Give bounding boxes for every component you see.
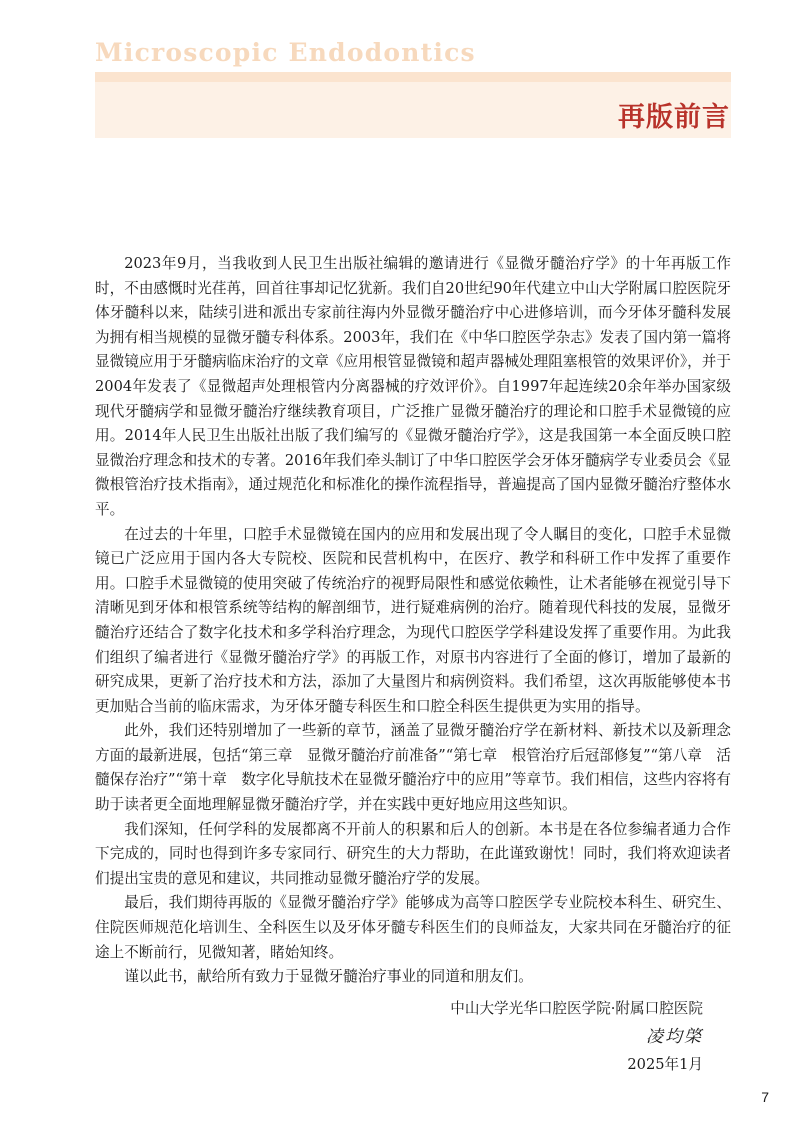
book-title-english: Microscopic Endodontics [95, 38, 476, 67]
preface-body [95, 252, 731, 990]
page-number: 7 [761, 1089, 769, 1105]
section-title: 再版前言 [618, 102, 730, 133]
paragraph-1: 2023年9月，当我收到人民卫生出版社编辑的邀请进行《显微牙髓治疗学》的十年再版工作时，不由感慨时光荏苒，回首往事却记忆犹新。我们自20世纪90年代建立中山大学附属口腔医院牙体牙髓科以来，陆续引进和派出专家前往海内外显微牙髓治疗中心进修培训，而今牙体牙髓科发展为拥有相当规模的显微牙髓专科体系。2003年，我们在《中华口腔医学杂志》发表了国内第一篇将显微镜应用于牙髓病临床治疗的文章《应用根管显微镜和超声器械处理阻塞根管的效果评价》，并于2004年发表了《显微超声处理根管内分离器械的疗效评价》。自1997年起连续20余年举办国家级现代牙髓病学和显微牙髓治疗继续教育项目，广泛推广显微牙髓治疗的理论和口腔手术显微镜的应用。2014年人民卫生出版社出版了我们编写的《显微牙髓治疗学》，这是我国第一本全面反映口腔显微治疗理念和技术的专著。2016年我们牵头制订了中华口腔医学会牙体牙髓病学专业委员会《显微根管治疗技术指南》，通过规范化和标准化的操作流程指导，普遍提高了国内显微牙髓治疗整体水平。 [95, 255, 731, 518]
signature-institution: 中山大学光华口腔医学院·附属口腔医院 [450, 1000, 703, 1017]
paragraph-5: 最后，我们期待再版的《显微牙髓治疗学》能够成为高等口腔医学专业院校本科生、研究生、住院医师规范化培训生、全科医生以及牙体牙髓专科医生们的良师益友，大家共同在牙髓治疗的征途上不断前行，见微知著，睹始知终。 [95, 894, 731, 961]
header-band-stripe [95, 72, 731, 82]
signature-date: 2025年1月 [627, 1056, 703, 1073]
paragraph-4: 我们深知，任何学科的发展都离不开前人的积累和后人的创新。本书是在各位参编者通力合作下完成的，同时也得到许多专家同行、研究生的大力帮助，在此谨致谢忱！同时，我们将欢迎读者们提出宝贵的意见和建议，共同推动显微牙髓治疗学的发展。 [95, 820, 731, 887]
paragraph-2: 在过去的十年里，口腔手术显微镜在国内的应用和发展出现了令人瞩目的变化，口腔手术显微镜已广泛应用于国内各大专院校、医院和民营机构中，在医疗、教学和科研工作中发挥了重要作用。口腔手术显微镜的使用突破了传统治疗的视野局限性和感觉依赖性，让术者能够在视觉引导下清晰见到牙体和根管系统等结构的解剖细节，进行疑难病例的治疗。随着现代科技的发展，显微牙髓治疗还结合了数字化技术和多学科治疗理念，为现代口腔医学学科建设发挥了重要作用。为此我们组织了编者进行《显微牙髓治疗学》的再版工作，对原书内容进行了全面的修订，增加了最新的研究成果，更新了治疗技术和方法，添加了大量图片和病例资料。我们希望，这次再版能够使本书更加贴合当前的临床需求，为牙体牙髓专科医生和口腔全科医生提供更为实用的指导。 [95, 525, 731, 715]
signature-name: 凌均棨 [646, 1027, 703, 1047]
paragraph-3: 此外，我们还特别增加了一些新的章节，涵盖了显微牙髓治疗学在新材料、新技术以及新理念方面的最新进展，包括“第三章 显微牙髓治疗前准备”“第七章 根管治疗后冠部修复”“第八章 活髓保存治疗”“第十章 数字化导航技术在显微牙髓治疗中的应用”等章节。我们相信，这些内容将有助于读者更全面地理解显微牙髓治疗学，并在实践中更好地应用这些知识。 [95, 722, 731, 814]
signature-block [450, 995, 703, 1079]
paragraph-6: 谨以此书，献给所有致力于显微牙髓治疗事业的同道和朋友们。 [124, 968, 533, 986]
